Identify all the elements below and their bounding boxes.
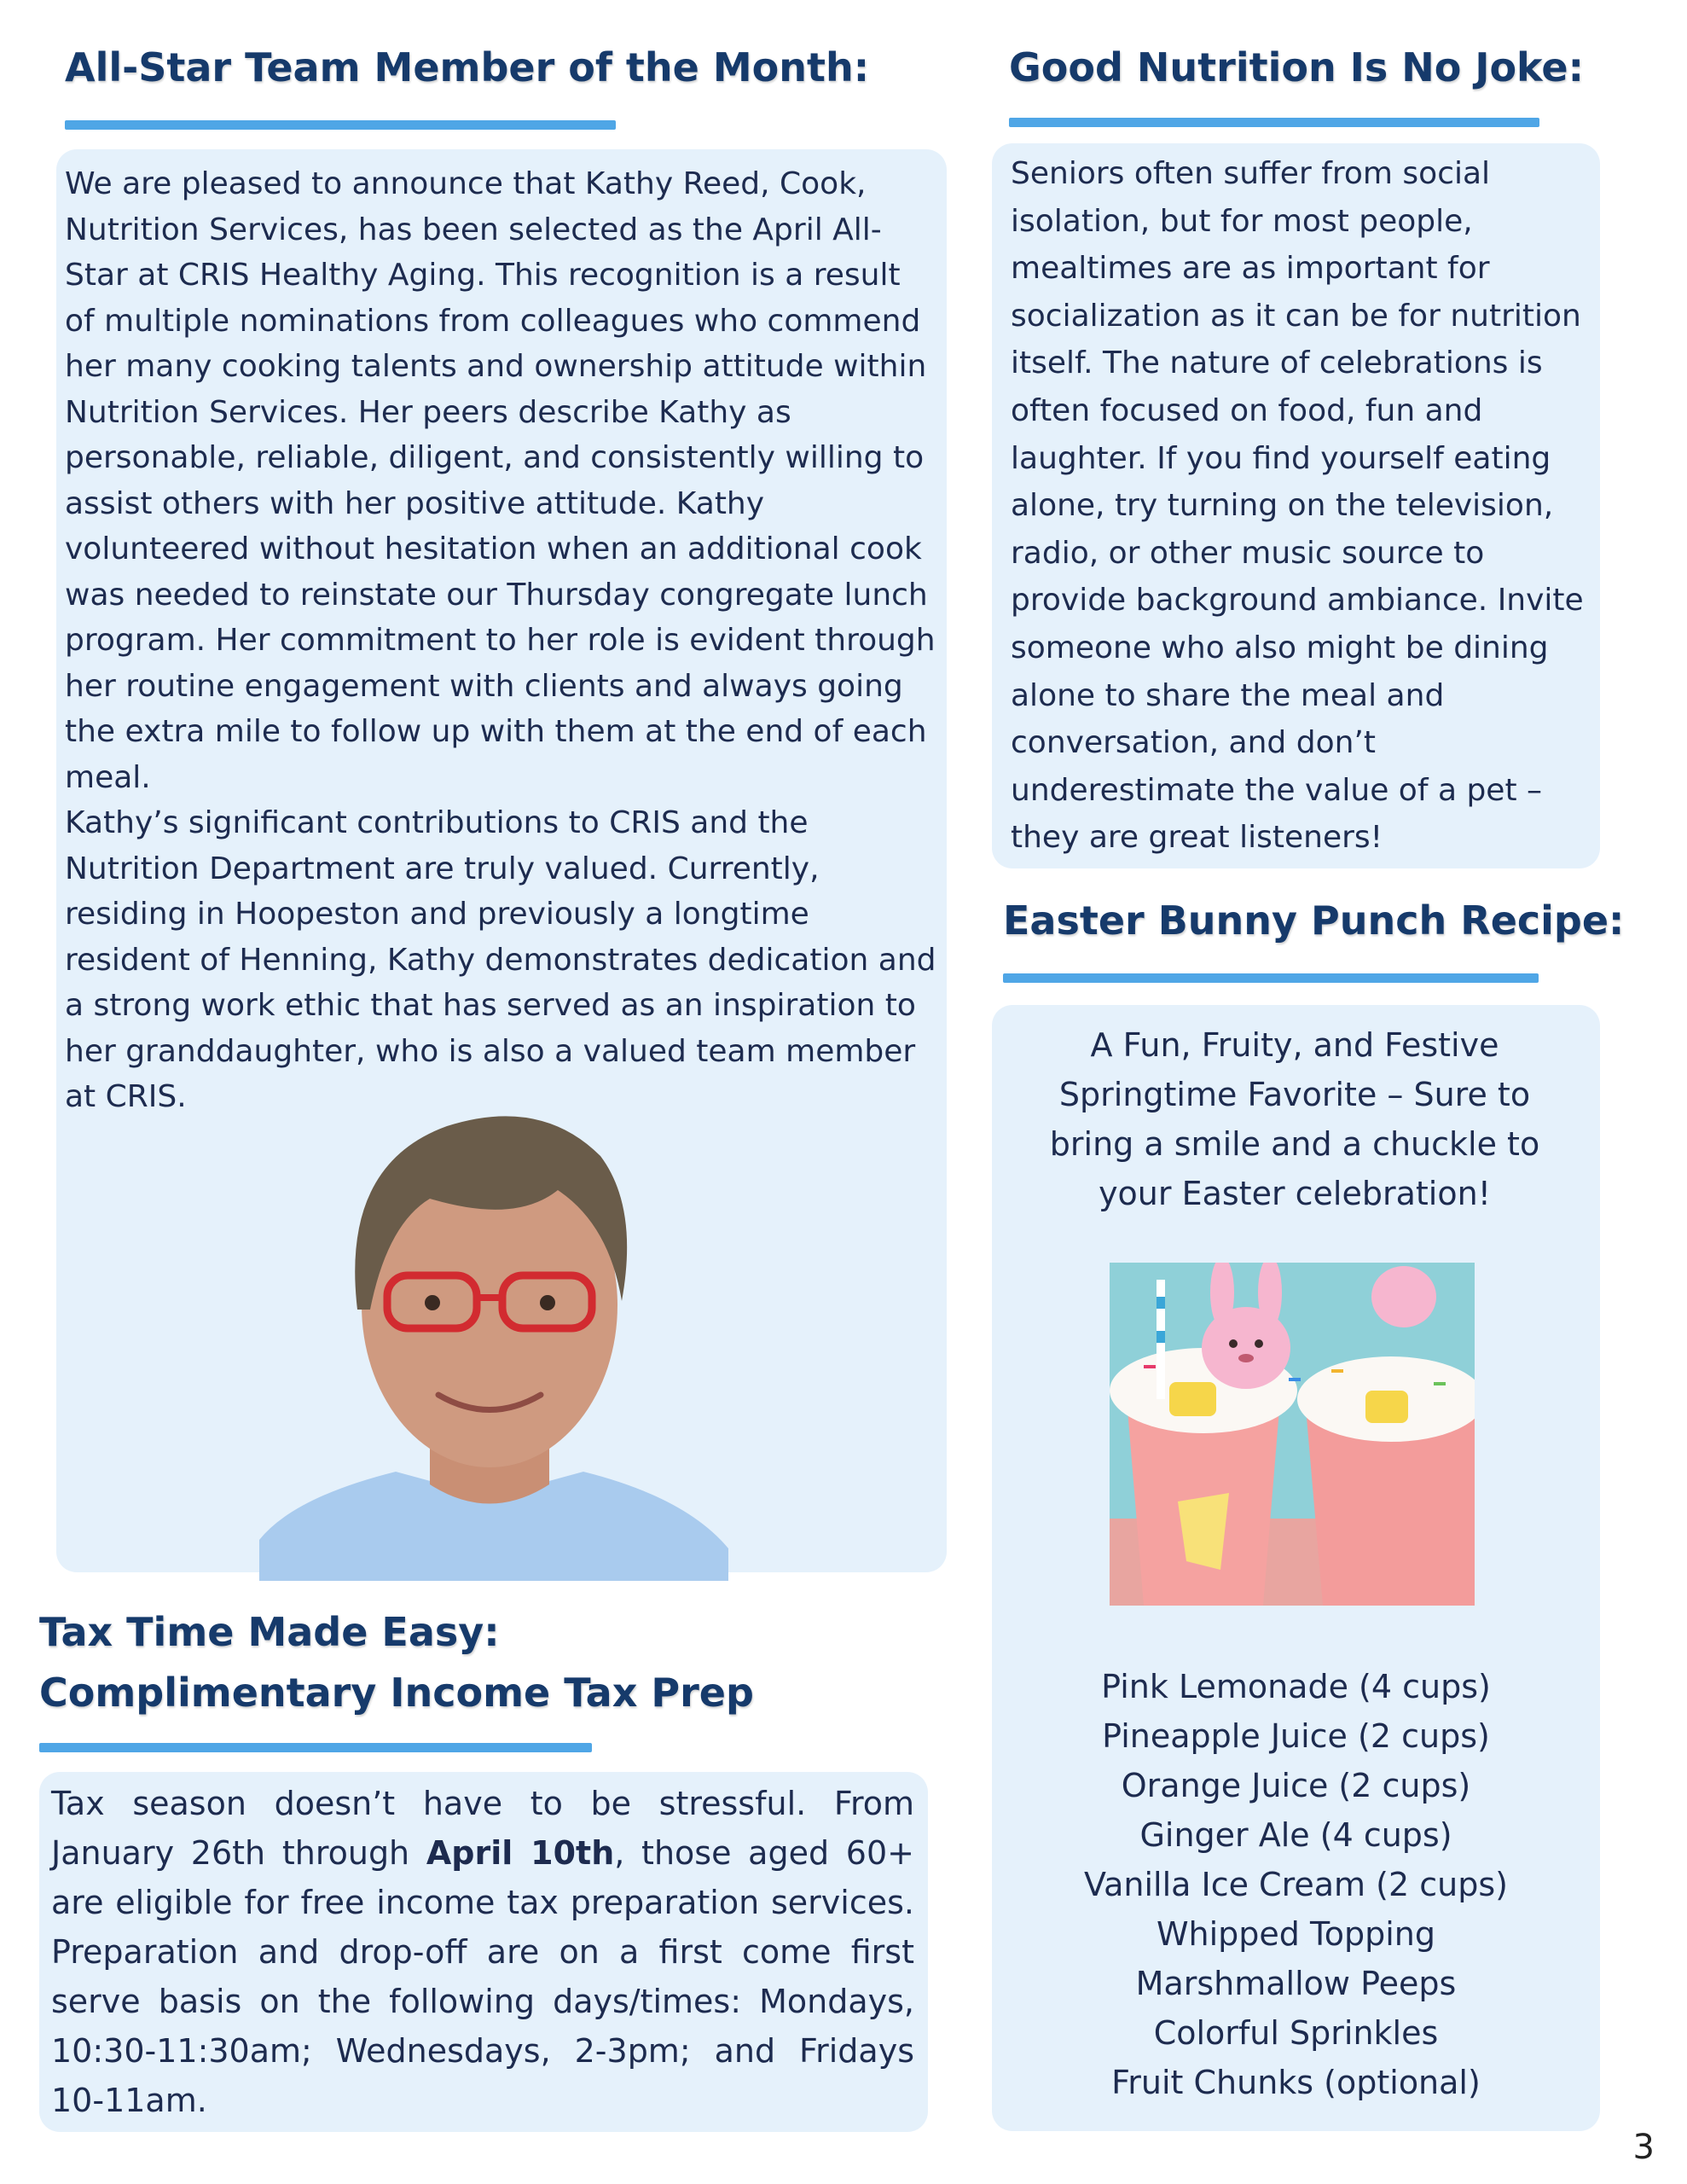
nutrition-heading-rule [1009,118,1539,127]
ingredient-item: Marshmallow Peeps [1135,1965,1457,2002]
tax-heading-rule [39,1743,592,1752]
ingredient-item: Fruit Chunks (optional) [1111,2064,1481,2101]
recipe-card [992,1005,1600,2131]
nutrition-body: Seniors often suffer from social isolation, but for most people, mealtimes are as important for socialization as it can be for nutrition itself. The nature of celebrations is often focused on food, fun and laughter. If you find yourself eating alone, try turning on the television, radio, or other music source to provide background ambiance. Invite someone who also might be dining alone to share the meal and conversation, and don’t underestimate the value of a pet – they are great listeners! [1011,156,1584,856]
ingredient-list [992,1662,1600,2107]
ingredient-item: Whipped Topping [1156,1915,1436,1953]
allstar-heading: All-Star Team Member of the Month: [65,44,870,90]
tax-body-text-2: , those aged 60+ are eligible for free income tax preparation services. Preparation and drop-off are on a first come first serve basis on the following days/times: Mondays, 10:30-11:30am; Wednesdays, 2-3pm; and Fridays 10-11am. [51,1834,914,2119]
allstar-paragraph-2: Kathy’s significant contributions to CRIS and the Nutrition Department are truly valued. Currently, residing in Hoopeston and previously a longtime resident of Henning, Kathy demonstrates dedication and a strong work ethic that has served as an inspiration to her granddaughter, who is also a valued team member at CRIS. [65,805,936,1114]
nutrition-card [992,143,1600,868]
ingredient-item: Vanilla Ice Cream (2 cups) [1084,1866,1508,1903]
ingredient-item: Pineapple Juice (2 cups) [1102,1717,1490,1755]
page-number: 3 [1632,2128,1655,2167]
tax-deadline: April 10th [426,1834,615,1872]
allstar-paragraph-1: We are pleased to announce that Kathy Reed, Cook, Nutrition Services, has been selected as the April All-Star at CRIS Healthy Aging. This recognition is a result of multiple nominations from colleagues who commend her many cooking talents and ownership attitude within Nutrition Services. Her peers describe Kathy as personable, reliable, diligent, and consistently willing to assist others with her positive attitude. Kathy volunteered without hesitation when an additional cook was needed to reinstate our Thursday congregate lunch program. Her commitment to her role is evident through her routine engagement with clients and always going the extra mile to follow up with them at the end of each meal. [65,166,936,795]
recipe-heading-rule [1003,973,1539,983]
tax-body [51,1779,914,2125]
allstar-heading-rule [65,120,616,130]
ingredient-item: Colorful Sprinkles [1153,2014,1439,2052]
ingredient-item: Orange Juice (2 cups) [1121,1767,1471,1804]
ingredient-item: Ginger Ale (4 cups) [1139,1816,1452,1854]
tax-heading-line-2: Complimentary Income Tax Prep [39,1670,754,1716]
allstar-card [56,149,947,1572]
recipe-intro: A Fun, Fruity, and Festive Springtime Favorite – Sure to bring a smile and a chuckle to your Easter celebration! [1049,1026,1540,1212]
bunny-punch-photo [1110,1263,1475,1606]
tax-heading-line-1: Tax Time Made Easy: [39,1609,500,1655]
tax-body-text-1: Tax season doesn’t have to be stressful. From January 26th through [51,1785,914,1872]
tax-card [39,1772,928,2132]
kathy-reed-photo [259,1096,728,1581]
nutrition-heading: Good Nutrition Is No Joke: [1009,44,1585,90]
ingredient-item: Pink Lemonade (4 cups) [1101,1668,1491,1705]
recipe-heading: Easter Bunny Punch Recipe: [1003,897,1625,944]
